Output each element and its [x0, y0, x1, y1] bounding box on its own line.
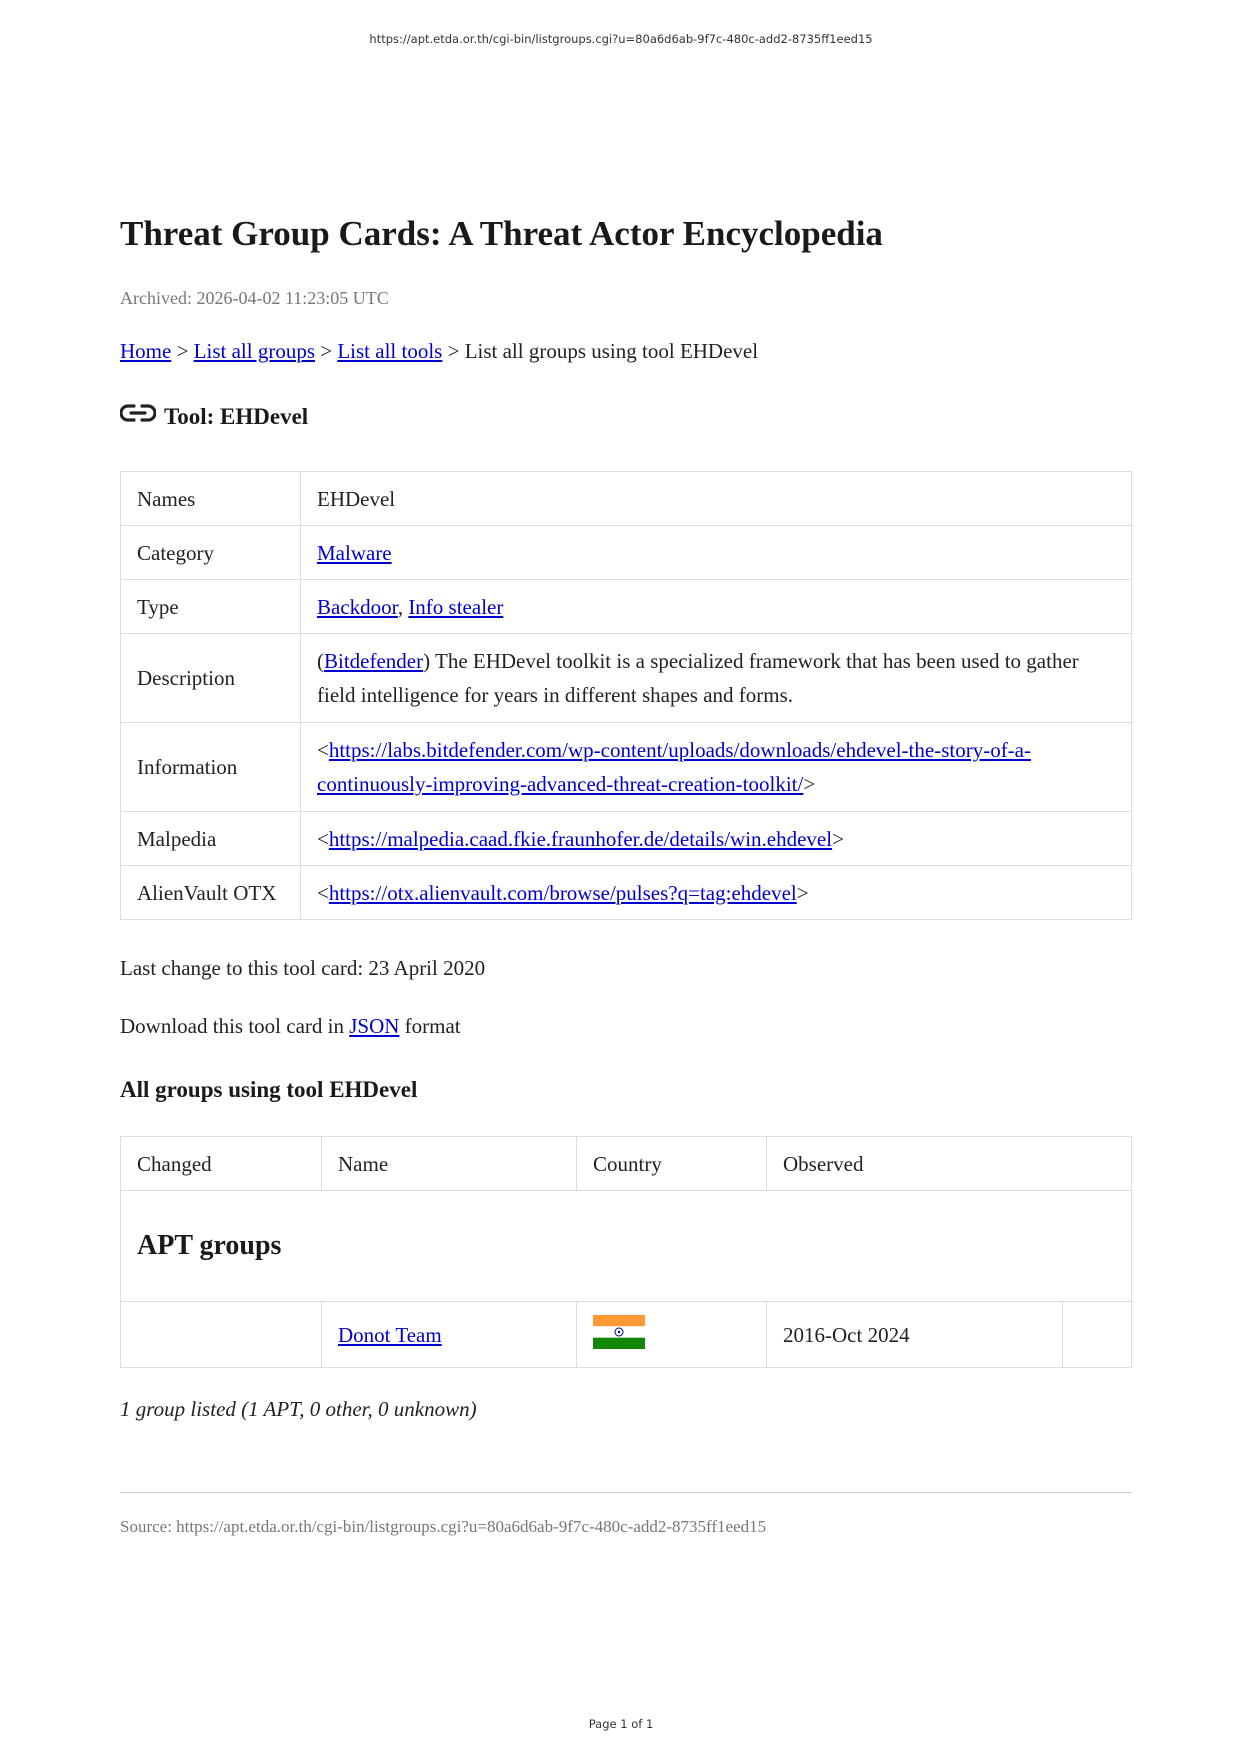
table-row	[121, 634, 1132, 723]
angle-close: >	[832, 826, 844, 851]
names-label: Names	[121, 472, 301, 526]
information-link-line1: https://labs.bitdefender.com/wp-content/uploads/downloads/ehdevel-the-story-of-a-	[328, 738, 1031, 762]
breadcrumb-separator: >	[442, 339, 465, 363]
groups-summary: 1 group listed (1 APT, 0 other, 0 unknown)	[120, 1397, 477, 1421]
tool-heading	[120, 402, 308, 430]
information-value	[301, 723, 1132, 812]
paren-close: )	[423, 649, 431, 673]
malpedia-value	[301, 812, 1132, 866]
group-link-donot-team[interactable]: Donot Team	[338, 1322, 442, 1347]
table-row	[121, 526, 1132, 580]
information-link-line2: continuously-improving-advanced-threat-creation-toolkit/	[317, 772, 804, 796]
otx-link[interactable]: https://otx.alienvault.com/browse/pulses?q=tag:ehdevel	[328, 880, 797, 905]
archived-timestamp: Archived: 2026-04-02 11:23:05 UTC	[120, 288, 389, 308]
description-source-link[interactable]: Bitdefender	[324, 649, 424, 673]
malpedia-link[interactable]: https://malpedia.caad.fkie.fraunhofer.de/details/win.ehdevel	[328, 826, 833, 851]
category-value-cell	[301, 526, 1132, 580]
column-header-name: Name	[322, 1137, 577, 1191]
table-row	[121, 1302, 1132, 1368]
groups-heading: All groups using tool EHDevel	[120, 1077, 418, 1102]
information-label: Information	[121, 723, 301, 812]
column-header-observed: Observed	[767, 1137, 1132, 1191]
tool-info-table	[120, 471, 1132, 920]
print-header-url: https://apt.etda.or.th/cgi-bin/listgroups.cgi?u=80a6d6ab-9f7c-480c-add2-8735ff1eed15	[369, 32, 873, 46]
table-row	[121, 580, 1132, 634]
groups-table	[120, 1136, 1132, 1368]
table-header-row	[121, 1137, 1132, 1191]
breadcrumb-home-link[interactable]: Home	[120, 339, 172, 363]
breadcrumb-separator: >	[315, 339, 338, 363]
section-cell	[121, 1191, 1132, 1302]
angle-open: <	[317, 738, 329, 762]
otx-label: AlienVault OTX	[121, 866, 301, 920]
information-link[interactable]	[317, 738, 1031, 796]
name-cell	[322, 1302, 577, 1368]
column-header-changed: Changed	[121, 1137, 322, 1191]
table-row	[121, 812, 1132, 866]
paren-open: (	[317, 649, 324, 673]
type-separator: ,	[397, 594, 409, 619]
angle-open: <	[317, 826, 329, 851]
divider	[120, 1492, 1132, 1493]
description-text: The EHDevel toolkit is a specialized framework that has been used to gather field intelligence for years in different shapes and forms.	[317, 649, 1079, 707]
description-value	[301, 634, 1132, 723]
source-url: Source: https://apt.etda.or.th/cgi-bin/listgroups.cgi?u=80a6d6ab-9f7c-480c-add2-8735ff1eed15	[120, 1517, 767, 1536]
download-suffix: format	[399, 1014, 461, 1038]
download-prefix: Download this tool card in	[120, 1014, 350, 1038]
download-line	[120, 1014, 461, 1039]
names-value: EHDevel	[301, 472, 1132, 526]
type-backdoor-link[interactable]: Backdoor	[317, 594, 398, 619]
breadcrumb-list-tools-link[interactable]: List all tools	[337, 339, 443, 363]
section-row	[121, 1191, 1132, 1302]
malpedia-label: Malpedia	[121, 812, 301, 866]
breadcrumb	[120, 339, 758, 364]
table-row	[121, 472, 1132, 526]
table-row	[121, 866, 1132, 920]
observed-cell: 2016-Oct 2024	[767, 1302, 1063, 1368]
last-change-text: Last change to this tool card: 23 April 2020	[120, 956, 486, 980]
breadcrumb-separator: >	[171, 339, 194, 363]
category-malware-link[interactable]: Malware	[317, 540, 392, 565]
column-header-country: Country	[577, 1137, 767, 1191]
type-info-stealer-link[interactable]: Info stealer	[408, 594, 504, 619]
link-icon	[120, 402, 156, 426]
otx-value	[301, 866, 1132, 920]
angle-open: <	[317, 880, 329, 905]
table-row	[121, 723, 1132, 812]
angle-close: >	[803, 772, 816, 796]
type-label: Type	[121, 580, 301, 634]
category-label: Category	[121, 526, 301, 580]
breadcrumb-current: List all groups using tool EHDevel	[464, 339, 759, 363]
section-title: APT groups	[137, 1229, 282, 1261]
changed-cell	[121, 1302, 322, 1368]
type-value-cell	[301, 580, 1132, 634]
description-label: Description	[121, 634, 301, 723]
angle-close: >	[796, 880, 809, 905]
india-flag-icon	[593, 1315, 645, 1349]
empty-cell	[1063, 1302, 1132, 1368]
json-download-link[interactable]: JSON	[349, 1014, 400, 1038]
tool-heading-text: Tool: EHDevel	[164, 404, 309, 429]
page-number: Page 1 of 1	[588, 1717, 654, 1731]
page-title: Threat Group Cards: A Threat Actor Encyclopedia	[120, 214, 883, 253]
breadcrumb-list-groups-link[interactable]: List all groups	[193, 339, 315, 363]
country-cell	[577, 1302, 767, 1368]
